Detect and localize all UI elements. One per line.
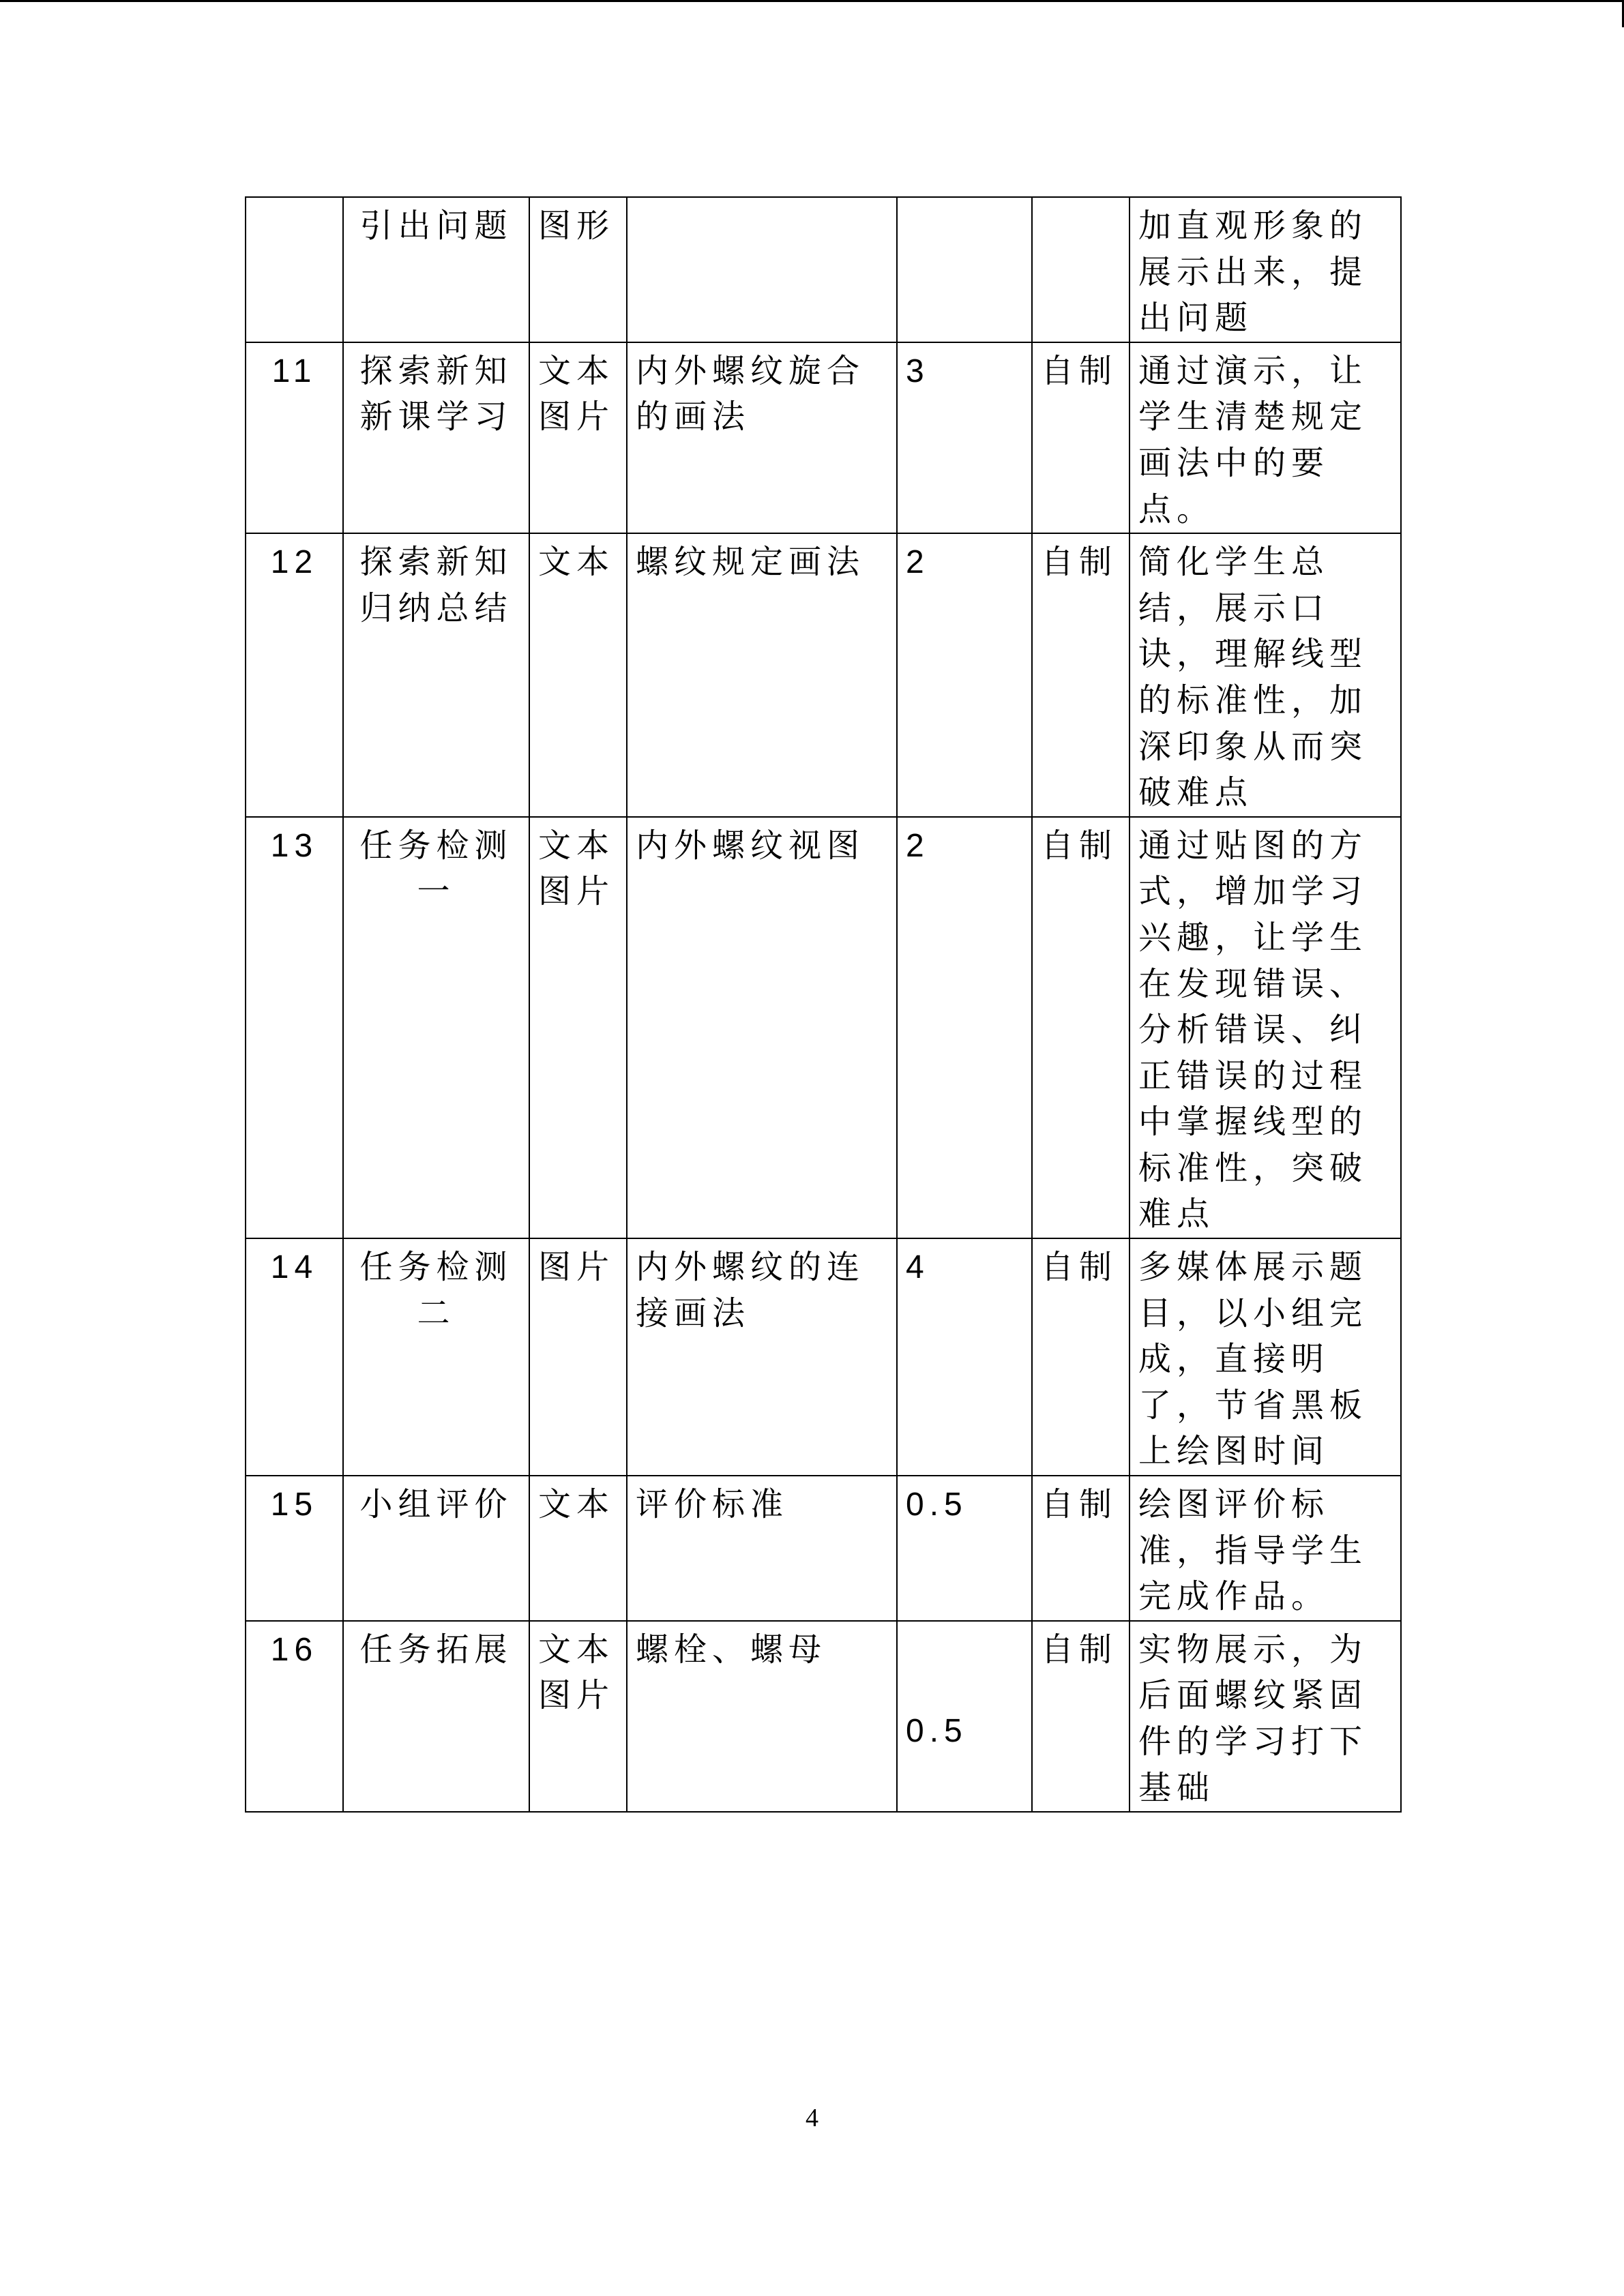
resource-source: 自制 — [1032, 342, 1130, 533]
resource-source: 自制 — [1032, 1621, 1130, 1812]
design-purpose: 通过演示，让学生清楚规定画法中的要点。 — [1130, 342, 1401, 533]
row-number: 12 — [246, 533, 343, 817]
resource-source: 自制 — [1032, 1476, 1130, 1621]
design-purpose: 多媒体展示题目，以小组完成，直接明了，节省黑板上绘图时间 — [1130, 1238, 1401, 1476]
design-purpose: 绘图评价标准，指导学生完成作品。 — [1130, 1476, 1401, 1621]
media-type: 文本 — [529, 533, 627, 817]
duration: 2 — [897, 533, 1032, 817]
row-number: 14 — [246, 1238, 343, 1476]
duration: 0.5 — [897, 1476, 1032, 1621]
table-row — [246, 533, 1401, 817]
table-row — [246, 1476, 1401, 1621]
teaching-stage: 探索新知归纳总结 — [343, 533, 529, 817]
resource-content: 内外螺纹视图 — [627, 817, 897, 1238]
design-purpose: 加直观形象的展示出来，提出问题 — [1130, 197, 1401, 342]
design-purpose: 简化学生总结，展示口诀，理解线型的标准性，加深印象从而突破难点 — [1130, 533, 1401, 817]
top-border-line — [0, 0, 1624, 2]
duration — [897, 197, 1032, 342]
resource-content: 螺纹规定画法 — [627, 533, 897, 817]
teaching-stage: 小组评价 — [343, 1476, 529, 1621]
resource-source: 自制 — [1032, 817, 1130, 1238]
teaching-stage: 探索新知新课学习 — [343, 342, 529, 533]
table-row — [246, 342, 1401, 533]
design-purpose: 实物展示，为后面螺纹紧固件的学习打下基础 — [1130, 1621, 1401, 1812]
resource-content: 内外螺纹的连接画法 — [627, 1238, 897, 1476]
teaching-stage: 引出问题 — [343, 197, 529, 342]
resource-source — [1032, 197, 1130, 342]
resource-content: 螺栓、螺母 — [627, 1621, 897, 1812]
table-row — [246, 1621, 1401, 1812]
row-number: 16 — [246, 1621, 343, 1812]
teaching-stage: 任务拓展 — [343, 1621, 529, 1812]
duration: 2 — [897, 817, 1032, 1238]
table-row — [246, 1238, 1401, 1476]
duration: 3 — [897, 342, 1032, 533]
resource-source: 自制 — [1032, 1238, 1130, 1476]
resource-source: 自制 — [1032, 533, 1130, 817]
design-purpose: 通过贴图的方式，增加学习兴趣，让学生在发现错误、分析错误、纠正错误的过程中掌握线型的标准性，突破难点 — [1130, 817, 1401, 1238]
teaching-stage: 任务检测一 — [343, 817, 529, 1238]
media-type: 文本 — [529, 1476, 627, 1621]
duration: 0.5 — [897, 1621, 1032, 1812]
media-type: 文本图片 — [529, 1621, 627, 1812]
page-number: 4 — [806, 2104, 818, 2132]
media-type: 图片 — [529, 1238, 627, 1476]
duration: 4 — [897, 1238, 1032, 1476]
resource-content — [627, 197, 897, 342]
resource-content: 评价标准 — [627, 1476, 897, 1621]
row-number: 15 — [246, 1476, 343, 1621]
table-row — [246, 197, 1401, 342]
teaching-resource-table — [245, 196, 1402, 1813]
media-type: 图形 — [529, 197, 627, 342]
media-type: 文本图片 — [529, 342, 627, 533]
row-number — [246, 197, 343, 342]
table-row — [246, 817, 1401, 1238]
row-number: 11 — [246, 342, 343, 533]
resource-content: 内外螺纹旋合的画法 — [627, 342, 897, 533]
teaching-stage: 任务检测二 — [343, 1238, 529, 1476]
row-number: 13 — [246, 817, 343, 1238]
media-type: 文本图片 — [529, 817, 627, 1238]
